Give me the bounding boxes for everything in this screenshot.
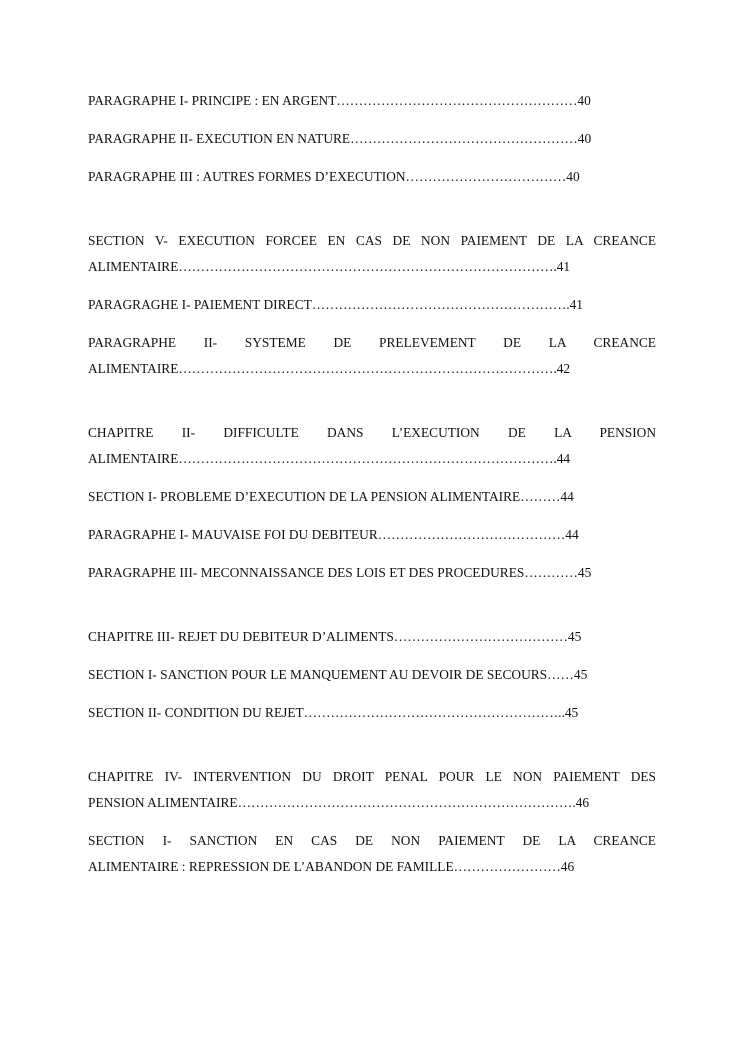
toc-entry [88,420,656,472]
toc-entry-line: CHAPITRE III- REJET DU DEBITEUR D’ALIMENTS…………………………………45 [88,629,582,644]
toc-entry-line: SECTION I- PROBLEME D’EXECUTION DE LA PENSION ALIMENTAIRE………44 [88,489,574,504]
toc-entry [88,484,656,510]
toc-entry [88,228,656,280]
toc-entry-line: CHAPITRE II- DIFFICULTE DANS L’EXECUTION DE LA PENSION [88,425,656,440]
toc-entry [88,828,656,880]
toc-entry-line: ALIMENTAIRE………………………………………………………………………….41 [88,259,571,274]
toc-entry-line: PENSION ALIMENTAIRE………………………………………………………………….46 [88,795,590,810]
toc-entry [88,764,656,816]
toc-entry-line: ALIMENTAIRE………………………………………………………………………….42 [88,361,571,376]
toc-entry-line: PARAGRAGHE I- PAIEMENT DIRECT………………………………………………….41 [88,297,583,312]
toc-entry-line: ALIMENTAIRE : REPRESSION DE L’ABANDON DE FAMILLE……………………46 [88,859,575,874]
toc-entry [88,292,656,318]
toc-entry-line: PARAGRAPHE I- PRINCIPE : EN ARGENT………………………………………………40 [88,93,591,108]
toc-entry [88,164,656,190]
toc-entry-line: PARAGRAPHE II- EXECUTION EN NATURE……………………………………………40 [88,131,592,146]
toc-entry-line: SECTION V- EXECUTION FORCEE EN CAS DE NON PAIEMENT DE LA CREANCE [88,233,656,248]
toc-entry [88,126,656,152]
table-of-contents [88,88,656,892]
toc-entry [88,624,656,650]
toc-entry-line: PARAGRAPHE III : AUTRES FORMES D’EXECUTION………………………………40 [88,169,580,184]
toc-entry [88,88,656,114]
toc-entry [88,662,656,688]
toc-entry-line: SECTION I- SANCTION POUR LE MANQUEMENT AU DEVOIR DE SECOURS……45 [88,667,588,682]
toc-entry-line: SECTION II- CONDITION DU REJET…………………………………………………..45 [88,705,579,720]
toc-entry-line: SECTION I- SANCTION EN CAS DE NON PAIEMENT DE LA CREANCE [88,833,656,848]
toc-entry-line: CHAPITRE IV- INTERVENTION DU DROIT PENAL POUR LE NON PAIEMENT DES [88,769,656,784]
toc-entry [88,522,656,548]
toc-entry-line: ALIMENTAIRE………………………………………………………………………….44 [88,451,571,466]
toc-entry [88,330,656,382]
toc-entry-line: PARAGRAPHE I- MAUVAISE FOI DU DEBITEUR……………………………………44 [88,527,579,542]
toc-entry-line: PARAGRAPHE II- SYSTEME DE PRELEVEMENT DE LA CREANCE [88,335,656,350]
toc-entry [88,560,656,586]
toc-entry [88,700,656,726]
toc-entry-line: PARAGRAPHE III- MECONNAISSANCE DES LOIS ET DES PROCEDURES…………45 [88,565,592,580]
